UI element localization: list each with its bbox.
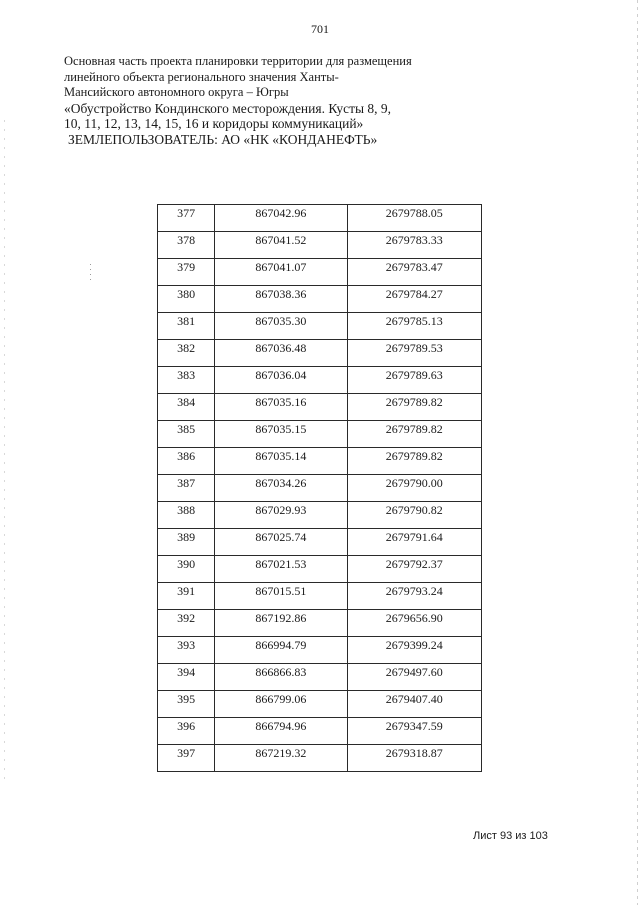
- header-line-3: Мансийского автономного округа – Югры: [64, 85, 289, 99]
- x-coordinate-cell: 867192.86: [215, 610, 347, 637]
- table-row: [158, 718, 482, 745]
- scan-speck: [90, 264, 91, 280]
- x-coordinate-cell: 867035.30: [215, 313, 347, 340]
- y-coordinate-cell: 2679785.13: [347, 313, 481, 340]
- scan-edge-left: [4, 120, 5, 780]
- table-row: [158, 367, 482, 394]
- x-coordinate-cell: 867021.53: [215, 556, 347, 583]
- x-coordinate-cell: 867036.04: [215, 367, 347, 394]
- page-number: 701: [311, 22, 329, 36]
- header-line-5: 10, 11, 12, 13, 14, 15, 16 и коридоры коммуникаций»: [64, 116, 364, 131]
- table-row: [158, 556, 482, 583]
- sheet-number: Лист 93 из 103: [473, 830, 548, 842]
- y-coordinate-cell: 2679791.64: [347, 529, 481, 556]
- x-coordinate-cell: 867034.26: [215, 475, 347, 502]
- y-coordinate-cell: 2679789.63: [347, 367, 481, 394]
- x-coordinate-cell: 867029.93: [215, 502, 347, 529]
- table-row: [158, 583, 482, 610]
- point-number-cell: 389: [158, 529, 215, 556]
- point-number-cell: 392: [158, 610, 215, 637]
- y-coordinate-cell: 2679407.40: [347, 691, 481, 718]
- x-coordinate-cell: 867015.51: [215, 583, 347, 610]
- x-coordinate-cell: 866799.06: [215, 691, 347, 718]
- table-row: [158, 475, 482, 502]
- y-coordinate-cell: 2679788.05: [347, 205, 481, 232]
- point-number-cell: 377: [158, 205, 215, 232]
- coordinates-table-body: [158, 205, 482, 772]
- scan-edge-right: [637, 0, 638, 905]
- y-coordinate-cell: 2679784.27: [347, 286, 481, 313]
- x-coordinate-cell: 867041.52: [215, 232, 347, 259]
- y-coordinate-cell: 2679783.33: [347, 232, 481, 259]
- y-coordinate-cell: 2679789.82: [347, 394, 481, 421]
- header-line-2: линейного объекта регионального значения Ханты-: [64, 69, 339, 84]
- point-number-cell: 378: [158, 232, 215, 259]
- document-header: [64, 54, 464, 147]
- point-number-cell: 394: [158, 664, 215, 691]
- table-row: [158, 610, 482, 637]
- point-number-cell: 385: [158, 421, 215, 448]
- table-row: [158, 529, 482, 556]
- x-coordinate-cell: 866994.79: [215, 637, 347, 664]
- y-coordinate-cell: 2679789.82: [347, 448, 481, 475]
- x-coordinate-cell: 867042.96: [215, 205, 347, 232]
- header-line-1: Основная часть проекта планировки территории для размещения: [64, 54, 412, 68]
- table-row: [158, 745, 482, 772]
- x-coordinate-cell: 867036.48: [215, 340, 347, 367]
- table-row: [158, 691, 482, 718]
- point-number-cell: 381: [158, 313, 215, 340]
- point-number-cell: 383: [158, 367, 215, 394]
- table-row: [158, 637, 482, 664]
- y-coordinate-cell: 2679318.87: [347, 745, 481, 772]
- table-row: [158, 448, 482, 475]
- y-coordinate-cell: 2679789.53: [347, 340, 481, 367]
- table-row: [158, 259, 482, 286]
- table-row: [158, 394, 482, 421]
- y-coordinate-cell: 2679783.47: [347, 259, 481, 286]
- x-coordinate-cell: 867025.74: [215, 529, 347, 556]
- x-coordinate-cell: 867041.07: [215, 259, 347, 286]
- y-coordinate-cell: 2679656.90: [347, 610, 481, 637]
- landowner-line: ЗЕМЛЕПОЛЬЗОВАТЕЛЬ: АО «НК «КОНДАНЕФТЬ»: [68, 131, 378, 147]
- table-row: [158, 421, 482, 448]
- table-row: [158, 232, 482, 259]
- x-coordinate-cell: 867219.32: [215, 745, 347, 772]
- table-row: [158, 340, 482, 367]
- y-coordinate-cell: 2679789.82: [347, 421, 481, 448]
- point-number-cell: 379: [158, 259, 215, 286]
- table-row: [158, 502, 482, 529]
- x-coordinate-cell: 866866.83: [215, 664, 347, 691]
- point-number-cell: 395: [158, 691, 215, 718]
- x-coordinate-cell: 867035.15: [215, 421, 347, 448]
- table-row: [158, 664, 482, 691]
- point-number-cell: 391: [158, 583, 215, 610]
- y-coordinate-cell: 2679347.59: [347, 718, 481, 745]
- point-number-cell: 384: [158, 394, 215, 421]
- point-number-cell: 386: [158, 448, 215, 475]
- x-coordinate-cell: 866794.96: [215, 718, 347, 745]
- x-coordinate-cell: 867035.14: [215, 448, 347, 475]
- table-row: [158, 313, 482, 340]
- point-number-cell: 390: [158, 556, 215, 583]
- point-number-cell: 388: [158, 502, 215, 529]
- x-coordinate-cell: 867038.36: [215, 286, 347, 313]
- x-coordinate-cell: 867035.16: [215, 394, 347, 421]
- y-coordinate-cell: 2679793.24: [347, 583, 481, 610]
- coordinates-table: [157, 204, 482, 772]
- point-number-cell: 387: [158, 475, 215, 502]
- y-coordinate-cell: 2679399.24: [347, 637, 481, 664]
- header-line-4: «Обустройство Кондинского месторождения. Кусты 8, 9,: [64, 100, 392, 116]
- point-number-cell: 382: [158, 340, 215, 367]
- point-number-cell: 380: [158, 286, 215, 313]
- table-row: [158, 286, 482, 313]
- point-number-cell: 397: [158, 745, 215, 772]
- table-row: [158, 205, 482, 232]
- y-coordinate-cell: 2679792.37: [347, 556, 481, 583]
- point-number-cell: 396: [158, 718, 215, 745]
- y-coordinate-cell: 2679790.00: [347, 475, 481, 502]
- y-coordinate-cell: 2679497.60: [347, 664, 481, 691]
- point-number-cell: 393: [158, 637, 215, 664]
- y-coordinate-cell: 2679790.82: [347, 502, 481, 529]
